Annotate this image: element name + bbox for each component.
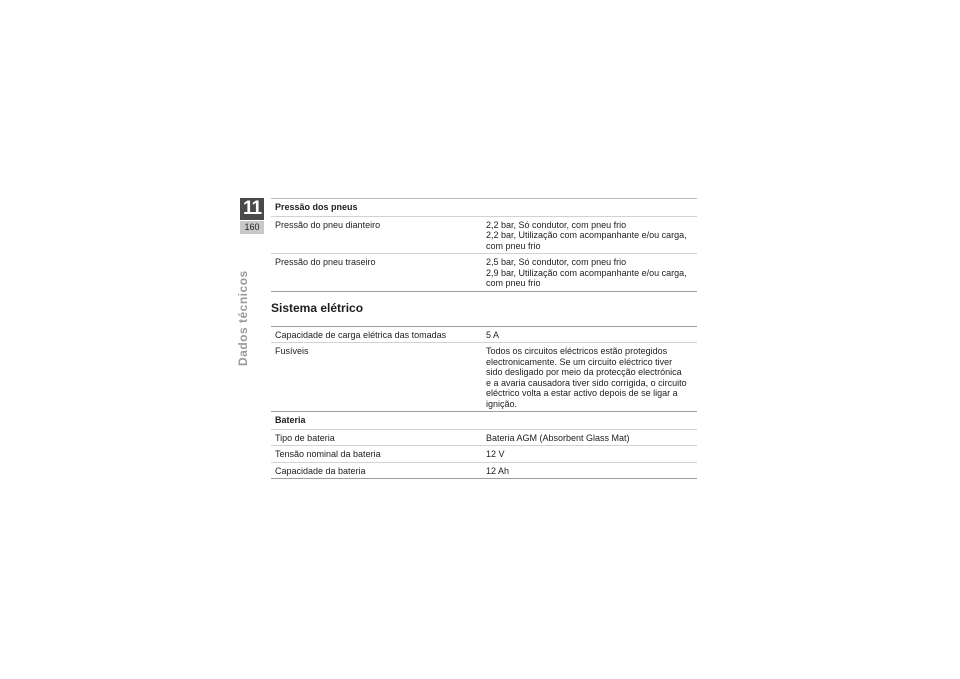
battery-heading: Bateria — [271, 411, 697, 429]
value-line: 2,5 bar, Só condutor, com pneu frio — [486, 257, 627, 267]
row-value — [486, 330, 697, 341]
tire-pressure-heading: Pressão dos pneus — [271, 198, 697, 216]
row-label: Capacidade da bateria — [275, 465, 366, 476]
value-line: 2,2 bar, Utilização com acompanhante e/ou carga, — [486, 230, 687, 240]
table-row — [271, 445, 697, 462]
table-row — [271, 429, 697, 446]
value-line: 2,2 bar, Só condutor, com pneu frio — [486, 219, 627, 230]
electrical-heading: Sistema elétrico — [271, 300, 364, 315]
chapter-marker — [240, 198, 264, 234]
value-line: ignição. — [486, 398, 518, 409]
table-row — [271, 342, 697, 411]
value-line: 2,9 bar, Utilização com acompanhante e/ou carga, — [486, 267, 687, 278]
value-line: 5 A — [486, 329, 500, 340]
value-line: Todos os circuitos eléctricos estão protegidos — [486, 346, 668, 356]
row-label: Pressão do pneu dianteiro — [275, 219, 381, 230]
row-label: Tipo de bateria — [275, 432, 335, 443]
table-row — [271, 326, 697, 343]
row-label: Pressão do pneu traseiro — [275, 257, 376, 267]
page-number: 160 — [240, 220, 264, 234]
row-label: Capacidade de carga elétrica das tomadas — [275, 329, 447, 340]
row-value — [486, 220, 697, 252]
chapter-number: 11 — [240, 198, 264, 220]
row-value: 12 Ah — [486, 465, 510, 476]
value-line: com pneu frio — [486, 240, 541, 251]
table-row — [271, 462, 697, 480]
value-line: eléctrico volta a estar activo depois de se ligar a — [486, 388, 678, 398]
row-value: 12 V — [486, 449, 505, 459]
row-value — [486, 346, 697, 409]
table-row — [271, 253, 697, 292]
table-row — [271, 216, 697, 254]
value-line: sido desligado por meio da protecção electrónica — [486, 367, 682, 377]
chapter-title: Dados técnicos — [236, 270, 250, 366]
row-label: Tensão nominal da bateria — [275, 449, 381, 459]
document-content — [271, 198, 697, 479]
value-line: electronicamente. Se um circuito eléctrico tiver — [486, 356, 673, 367]
row-value: Bateria AGM (Absorbent Glass Mat) — [486, 432, 630, 443]
row-label: Fusíveis — [275, 346, 309, 356]
row-value — [486, 257, 697, 289]
value-line: com pneu frio — [486, 278, 541, 288]
value-line: e a avaria causadora tiver sido corrigida, o circuito — [486, 377, 687, 388]
